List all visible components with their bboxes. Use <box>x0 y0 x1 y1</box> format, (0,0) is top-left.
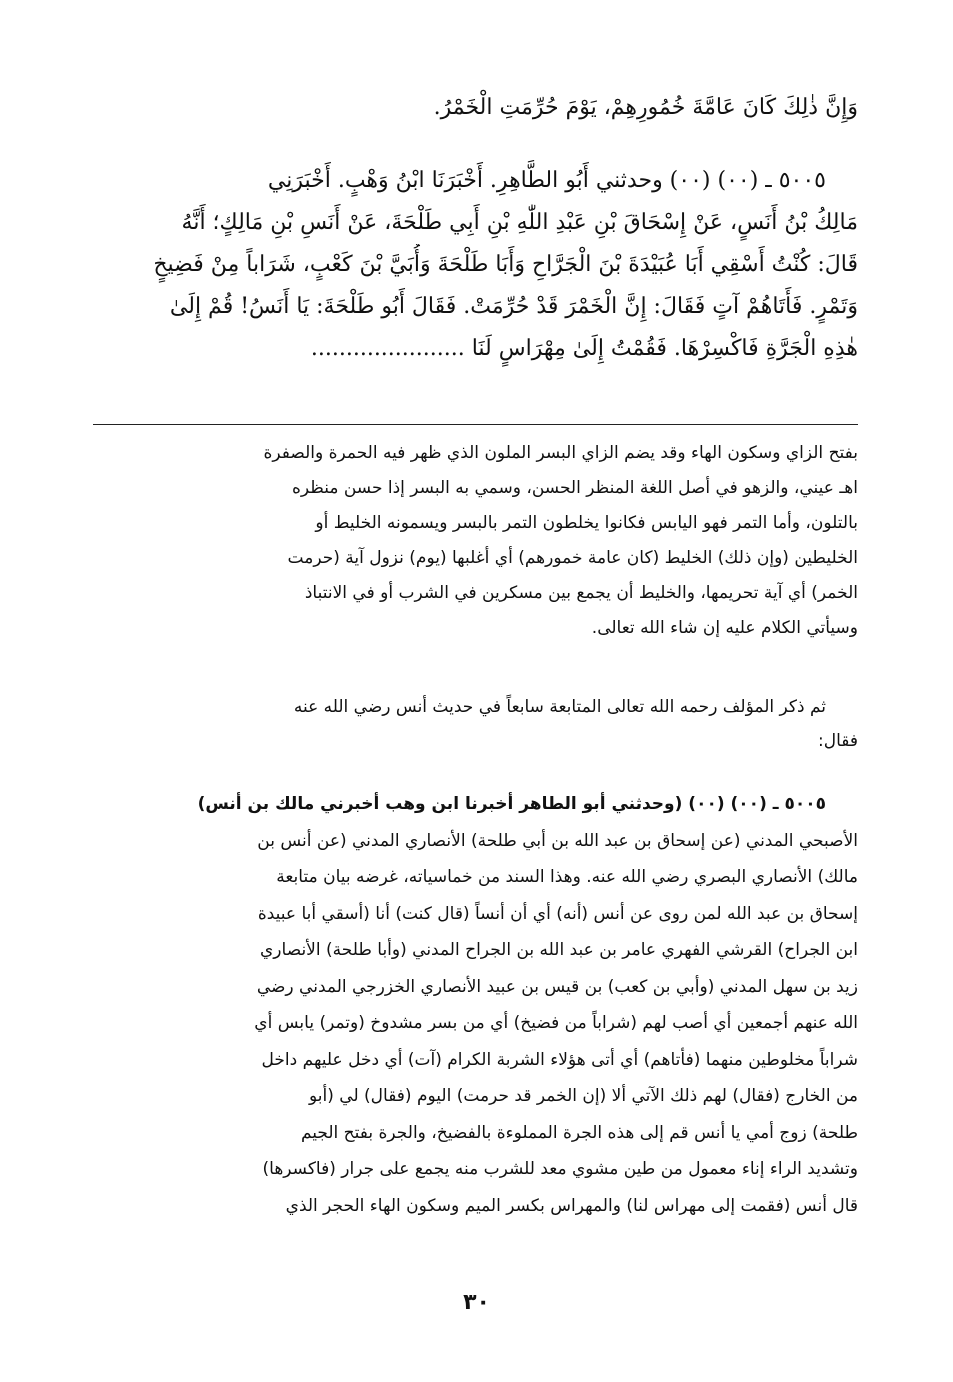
commentary-line: وسيأتي الكلام عليه إن شاء الله تعالى. <box>591 618 858 638</box>
commentary-line: إسحاق بن عبد الله لمن روى عن أنس (أنه) أي أن أنساً (قال كنت) أنا (أسقي أبا عبيدة <box>257 903 858 924</box>
commentary-line: الخليطين (وإن ذلك) الخليط (كان عامة خمورهم) أي أغلبها (يوم) نزول آية (حرمت <box>287 548 858 568</box>
commentary-line: الخمر) أي آية تحريمها، والخليط أن يجمع بين مسكرين في الشرب أو في الانتباذ <box>304 583 858 603</box>
commentary-line: اهـ عيني، والزهو في أصل اللغة المنظر الحسن، وسمي به البسر إذا حسن منظره <box>291 478 858 498</box>
commentary-line: فقال: <box>818 731 858 751</box>
commentary-line: زيد بن سهل المدني (وأبي بن كعب) بن قيس بن عبيد الأنصاري الخزرجي المدني رضي <box>256 976 858 997</box>
commentary-line: قال أنس (فقمت إلى مهراس لنا) والمهراس بكسر الميم وسكون الهاء الحجر الذي <box>285 1195 858 1216</box>
commentary-paragraph-2 <box>93 690 858 758</box>
commentary-line: طلحة) زوج أمي يا أنس قم إلى هذه الجرة المملوءة بالفضيخ، والجرة بفتح الجيم <box>300 1122 858 1143</box>
commentary-line: ثم ذكر المؤلف رحمه الله تعالى المتابعة سابعاً في حديث أنس رضي الله عنه <box>293 697 826 717</box>
commentary-paragraph-3 <box>93 786 858 1224</box>
hadith-line: قَالَ: كُنْتُ أَسْقِي أَبَا عُبَيْدَةَ بْنَ الْجَرَّاحِ وَأَبَا طَلْحَةَ وَأُبَيَّ بْنَ كَعْبٍ، شَرَاباً مِنْ فَضِيخٍ <box>153 252 858 277</box>
hadith-line: ٥٠٠٥ ـ (٠٠) (٠٠) وحدثني أَبُو الطَّاهِرِ. أَخْبَرَنَا ابْنُ وَهْبٍ. أَخْبَرَنِي <box>267 168 826 193</box>
page-number: ٣٠ <box>463 1290 490 1315</box>
commentary-line: الأصبحي المدني (عن إسحاق بن عبد الله بن أبي طلحة) الأنصاري المدني (عن أنس بن <box>257 830 858 851</box>
commentary-line: وتشديد الراء إناء معمول من طين مشوي معد للشرب منه يجمع على جرار (فاكسرها) <box>262 1159 858 1179</box>
commentary-line: بالتلون، وأما التمر فهو اليابس فكانوا يخلطون التمر بالبسر ويسمونه الخليط أو <box>315 513 858 533</box>
hadith-line: هٰذِهِ الْجَرَّةِ فَاكْسِرْهَا. فَقُمْتُ إِلَىٰ مِهْرَاسٍ لَنَا ...................... <box>310 336 858 361</box>
hadith-line: مَالِكُ بْنُ أَنَسٍ، عَنْ إِسْحَاقَ بْنِ عَبْدِ اللّٰهِ بْنِ أَبِي طَلْحَةَ، عَنْ أَنَسِ بْنِ مَالِكٍ؛ أَنَّهُ <box>181 210 858 235</box>
hadith-continuation <box>93 88 858 128</box>
commentary-line: ٥٠٠٥ ـ (٠٠) (٠٠) (وحدثني أبو الطاهر أخبرنا ابن وهب أخبرني مالك بن أنس) <box>197 794 826 814</box>
hadith-5005-text <box>93 160 858 370</box>
commentary-line: من الخارج (فقال) لهم ذلك الآتي ألا (إن الخمر قد حرمت) اليوم (فقال) لي (أبو <box>309 1086 858 1106</box>
commentary-line: بفتح الزاي وسكون الهاء وقد يضم الزاي البسر الملون الذي ظهر فيه الحمرة والصفرة <box>263 443 858 463</box>
commentary-line: الله عنهم أجمعين أي أصب لهم (شراباً من فضيخ) أي من بسر مشدوخ (وتمر) يابس أي <box>254 1013 858 1033</box>
commentary-paragraph-1 <box>93 436 858 646</box>
commentary-line: شراباً مخلوطين منهما (فأتاهم) أي أتى هؤلاء الشربة الكرام (آت) أي دخل عليهم داخل <box>261 1049 858 1070</box>
footnote-divider <box>93 424 858 425</box>
hadith-line: وَإِنَّ ذٰلِكَ كَانَ عَامَّةَ خُمُورِهِمْ، يَوْمَ حُرِّمَتِ الْخَمْرُ. <box>433 95 858 120</box>
hadith-line: وَتَمْرٍ. فَأَتَاهُمْ آتٍ فَقَالَ: إِنَّ الْخَمْرَ قَدْ حُرِّمَتْ. فَقَالَ أَبُو طَلْحَةَ: يَا أَنَسُ! قُمْ إِلَىٰ <box>169 294 858 319</box>
commentary-line: مالك) الأنصاري البصري رضي الله عنه. وهذا السند من خماسياته، غرضه بيان متابعة <box>276 867 858 887</box>
commentary-line: ابن الجراح) القرشي الفهري عامر بن عبد الله بن الجراح المدني (وأبا طلحة) الأنصاري <box>260 940 858 960</box>
